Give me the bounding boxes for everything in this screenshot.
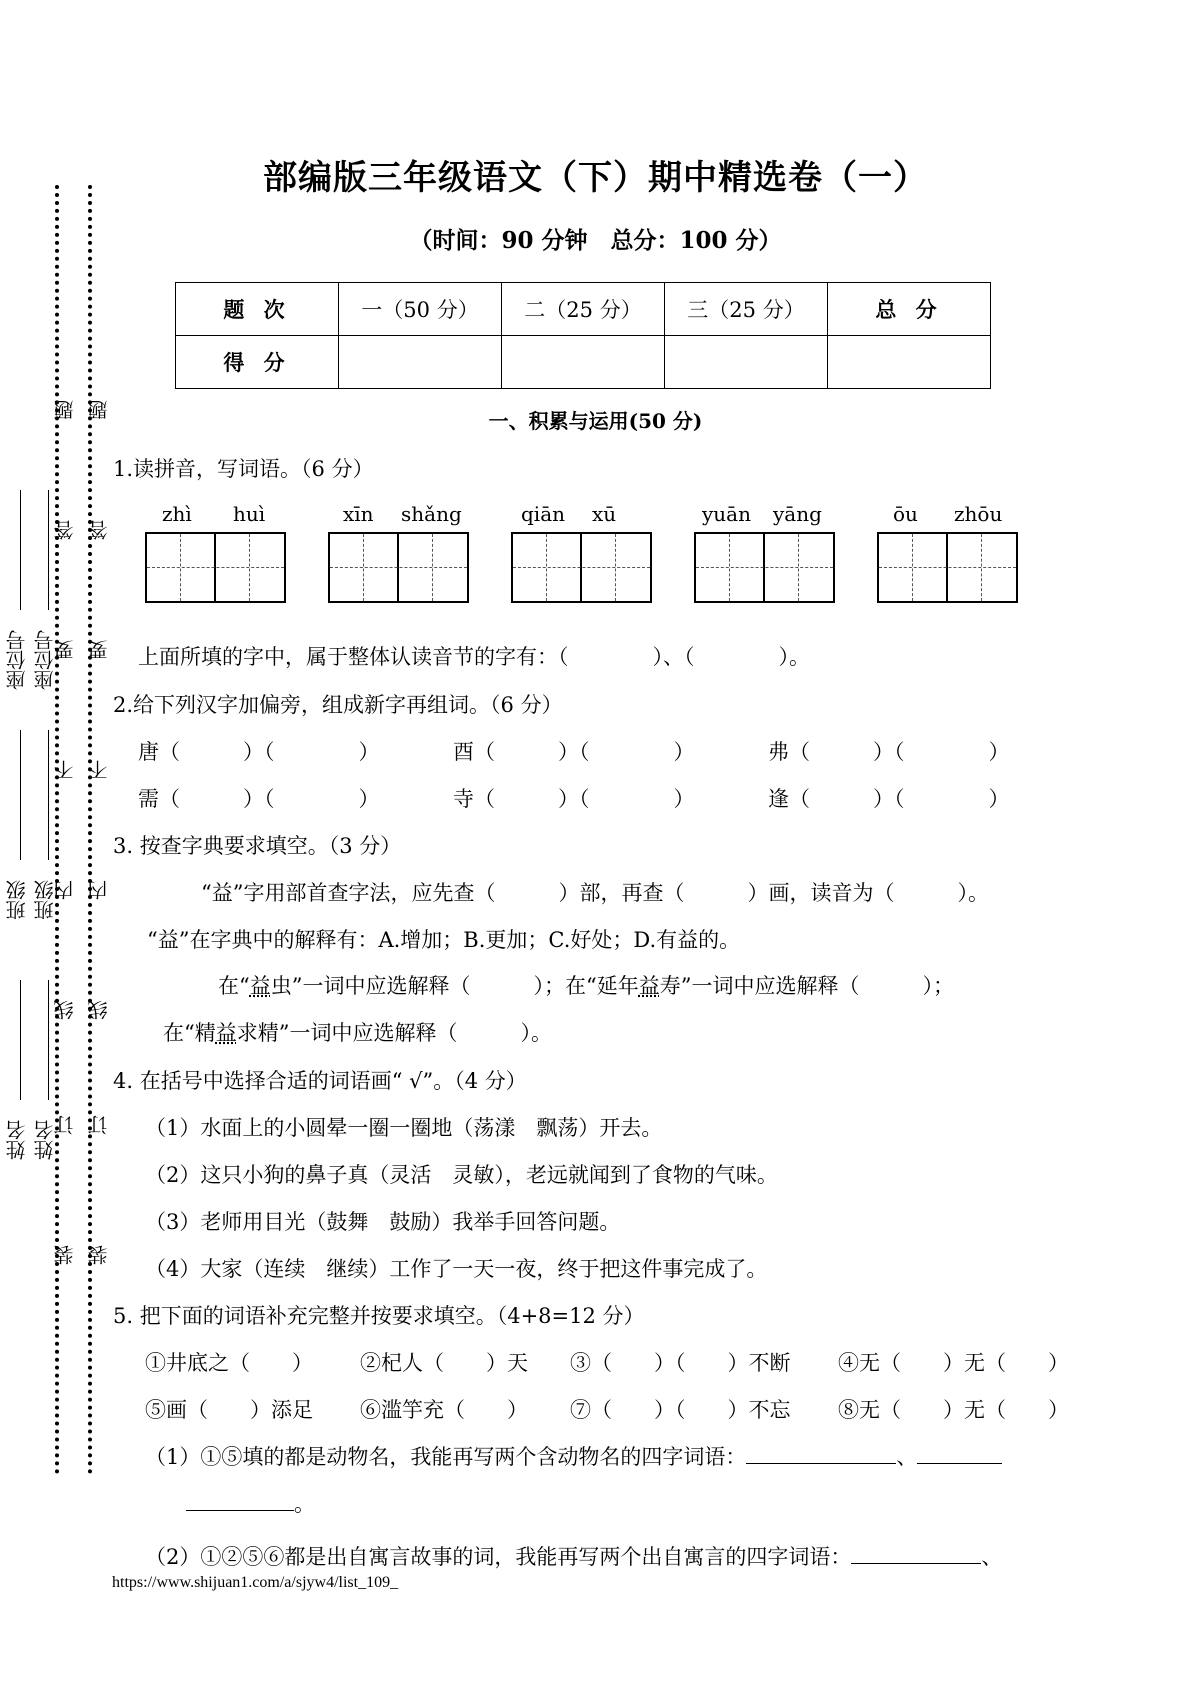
blank-line bbox=[48, 980, 49, 1100]
binding-dotted-line bbox=[88, 185, 92, 1475]
binding-label-class: 班级 bbox=[5, 880, 29, 920]
table-row bbox=[176, 283, 991, 336]
fill-item: ⑧无（ ）无（ ） bbox=[838, 1398, 1069, 1422]
score-table bbox=[175, 282, 991, 389]
binding-char: 装 bbox=[53, 1245, 77, 1265]
table-cell: 二（25 分） bbox=[502, 283, 665, 336]
table-cell: 一（50 分） bbox=[339, 283, 502, 336]
writing-grid[interactable] bbox=[145, 532, 286, 603]
pinyin: yuān bbox=[702, 502, 751, 526]
section-heading: 一、积累与运用(50 分) bbox=[488, 409, 703, 433]
answer-blank[interactable] bbox=[746, 1443, 896, 1464]
exam-subtitle: （时间：90 分钟 总分：100 分） bbox=[409, 227, 782, 254]
question-3-title: 3. 按查字典要求填空。（3 分） bbox=[113, 834, 402, 858]
fill-item: ⑦（ ）（ ）不忘 bbox=[570, 1398, 791, 1422]
fill-item: ②杞人（ ）天 bbox=[360, 1351, 528, 1375]
binding-label-name: 姓名 bbox=[33, 1120, 57, 1160]
table-row bbox=[176, 336, 991, 389]
answer-blank[interactable] bbox=[186, 1490, 294, 1511]
question-2-title: 2.给下列汉字加偏旁，组成新字再组词。（6 分） bbox=[113, 693, 563, 717]
table-cell: 得 分 bbox=[176, 336, 339, 389]
pinyin: xū bbox=[592, 502, 617, 526]
binding-char: 内 bbox=[87, 880, 111, 900]
list-item: （4）大家（连续 继续）工作了一天一夜，终于把这件事完成了。 bbox=[145, 1257, 768, 1281]
fill-item: ⑥滥竽充（ ） bbox=[360, 1398, 528, 1422]
fill-item: 需（ ）（ ） bbox=[138, 787, 380, 811]
fill-item: 酉（ ）（ ） bbox=[453, 740, 695, 764]
page-title: 部编版三年级语文（下）期中精选卷（一） bbox=[263, 158, 928, 198]
binding-label-seat: 座位号 bbox=[33, 630, 57, 690]
fill-item: 寺（ ）（ ） bbox=[453, 787, 695, 811]
question-1-title: 1.读拼音，写词语。（6 分） bbox=[113, 457, 374, 481]
pinyin: shǎng bbox=[401, 502, 462, 526]
writing-grid[interactable] bbox=[877, 532, 1018, 603]
fill-item: ③（ ）（ ）不断 bbox=[570, 1351, 791, 1375]
pinyin: zhì bbox=[162, 502, 192, 526]
pinyin: huì bbox=[233, 502, 266, 526]
writing-grid[interactable] bbox=[694, 532, 835, 603]
pinyin: xīn bbox=[343, 502, 374, 526]
binding-dotted-line bbox=[55, 185, 59, 1475]
blank-line bbox=[20, 980, 21, 1100]
question-5-sub2: （2）①②⑤⑥都是出自寓言故事的词，我能再写两个出自寓言的四字词语： 、 bbox=[145, 1545, 1003, 1569]
question-3-line: “益”字用部首查字法，应先查（ ）部，再查（ ）画，读音为（ ）。 bbox=[201, 881, 989, 905]
table-cell: 三（25 分） bbox=[665, 283, 828, 336]
question-5-sub1: （1）①⑤填的都是动物名，我能再写两个含动物名的四字词语： 、 bbox=[145, 1441, 1002, 1471]
list-item: （2）这只小狗的鼻子真（灵活 灵敏），老远就闻到了食物的气味。 bbox=[145, 1163, 778, 1187]
emphasized-char: 益 bbox=[215, 1021, 237, 1045]
fill-item: 逢（ ）（ ） bbox=[768, 787, 1010, 811]
footer-url: https://www.shijuan1.com/a/sjyw4/list_109_ bbox=[112, 1574, 399, 1591]
question-4-title: 4. 在括号中选择合适的词语画“ √”。（4 分） bbox=[113, 1069, 527, 1093]
binding-char: 装 bbox=[87, 1245, 111, 1265]
table-cell: 总 分 bbox=[828, 283, 991, 336]
score-input-cell[interactable] bbox=[339, 336, 502, 389]
writing-grid[interactable] bbox=[511, 532, 652, 603]
binding-char: 不 bbox=[87, 760, 111, 780]
pinyin: ōu bbox=[893, 502, 918, 526]
binding-char: 答 bbox=[53, 520, 77, 540]
binding-char: 订 bbox=[87, 1115, 111, 1135]
writing-grid[interactable] bbox=[328, 532, 469, 603]
score-input-cell[interactable] bbox=[828, 336, 991, 389]
binding-label-seat: 座位号 bbox=[5, 630, 29, 690]
fill-item: ⑤画（ ）添足 bbox=[145, 1398, 313, 1422]
emphasized-char: 益 bbox=[638, 974, 660, 998]
list-item: （3）老师用目光（鼓舞 鼓励）我举手回答问题。 bbox=[145, 1210, 621, 1234]
binding-label-class: 班级 bbox=[33, 880, 57, 920]
question-5-sub1-cont: 。 bbox=[186, 1488, 315, 1518]
pinyin: qiān bbox=[521, 502, 566, 526]
binding-char: 内 bbox=[53, 880, 77, 900]
fill-item: ①井底之（ ） bbox=[145, 1351, 313, 1375]
emphasized-char: 益 bbox=[249, 974, 271, 998]
score-input-cell[interactable] bbox=[665, 336, 828, 389]
binding-char: 要 bbox=[87, 640, 111, 660]
question-5-title: 5. 把下面的词语补充完整并按要求填空。（4+8=12 分） bbox=[113, 1304, 645, 1328]
blank-line bbox=[48, 490, 49, 610]
answer-blank[interactable] bbox=[851, 1543, 981, 1564]
binding-label-name: 姓名 bbox=[5, 1120, 29, 1160]
binding-char: 要 bbox=[53, 640, 77, 660]
blank-line bbox=[20, 730, 21, 860]
binding-char: 不 bbox=[53, 760, 77, 780]
question-3-line: 在“精益求精”一词中应选解释（ ）。 bbox=[163, 1021, 552, 1045]
question-1-followup: 上面所填的字中，属于整体认读音节的字有：（ ）、（ ）。 bbox=[138, 645, 810, 669]
blank-line bbox=[20, 490, 21, 610]
fill-item: ④无（ ）无（ ） bbox=[838, 1351, 1069, 1375]
binding-char: 订 bbox=[53, 1115, 77, 1135]
binding-char: 题 bbox=[53, 400, 77, 420]
blank-line bbox=[48, 730, 49, 860]
score-input-cell[interactable] bbox=[502, 336, 665, 389]
pinyin: yāng bbox=[773, 502, 822, 526]
binding-char: 题 bbox=[87, 400, 111, 420]
question-3-line: “益”在字典中的解释有：A.增加；B.更加；C.好处；D.有益的。 bbox=[147, 928, 741, 952]
binding-char: 线 bbox=[87, 1000, 111, 1020]
list-item: （1）水面上的小圆晕一圈一圈地（荡漾 飘荡）开去。 bbox=[145, 1116, 663, 1140]
pinyin: zhōu bbox=[954, 502, 1003, 526]
table-cell: 题 次 bbox=[176, 283, 339, 336]
binding-char: 答 bbox=[87, 520, 111, 540]
fill-item: 唐（ ）（ ） bbox=[138, 740, 380, 764]
question-3-line: 在“益虫”一词中应选解释（ ）；在“延年益寿”一词中应选解释（ ）； bbox=[218, 974, 954, 998]
binding-char: 线 bbox=[53, 1000, 77, 1020]
fill-item: 弗（ ）（ ） bbox=[768, 740, 1010, 764]
answer-blank[interactable] bbox=[917, 1443, 1002, 1464]
